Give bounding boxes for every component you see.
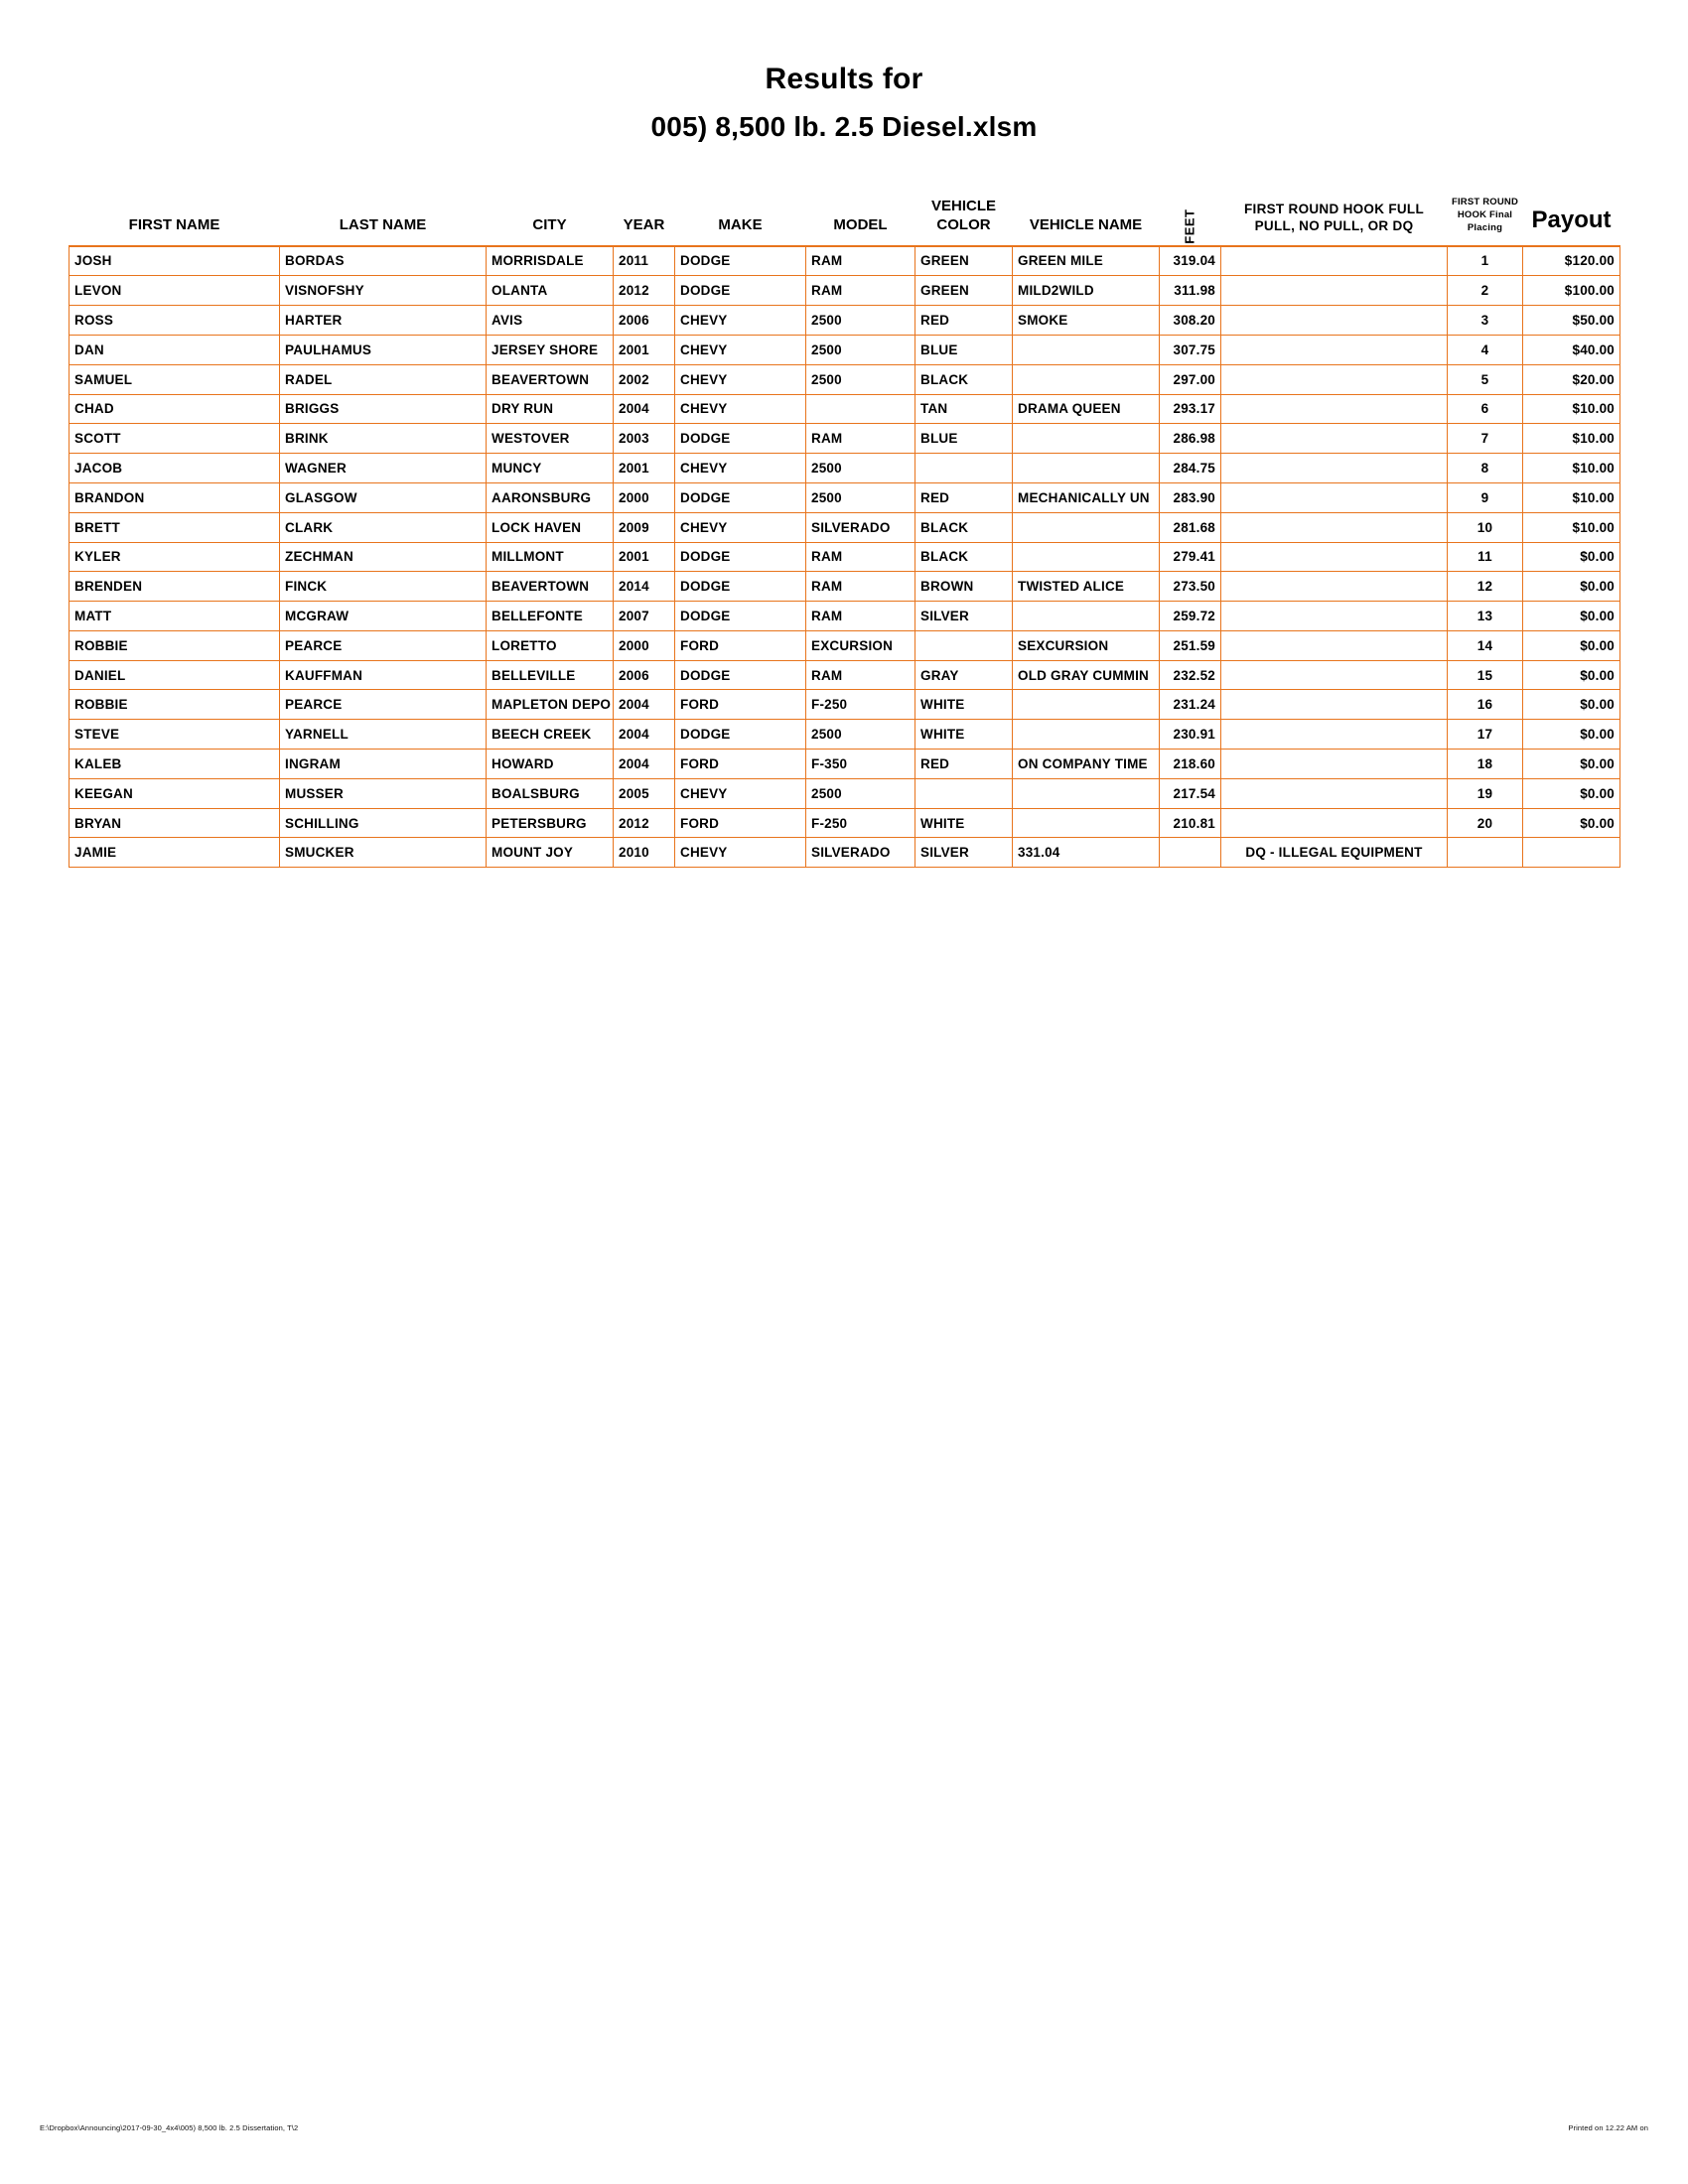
cell-last: GLASGOW [280,482,487,512]
cell-city: AARONSBURG [487,482,614,512]
cell-payout: $0.00 [1523,630,1620,660]
cell-feet: 283.90 [1160,482,1221,512]
cell-year: 2014 [614,572,675,602]
cell-city: JERSEY SHORE [487,335,614,364]
cell-first: DANIEL [70,660,280,690]
cell-color: RED [915,482,1013,512]
cell-hook [1221,246,1448,276]
cell-feet: 281.68 [1160,512,1221,542]
cell-model: 2500 [806,720,915,750]
cell-color: BLACK [915,364,1013,394]
cell-first: BRETT [70,512,280,542]
cell-feet: 273.50 [1160,572,1221,602]
cell-hook [1221,335,1448,364]
cell-color: BLACK [915,542,1013,572]
header-model: MODEL [833,215,888,233]
table-row [70,778,1620,808]
cell-last: WAGNER [280,454,487,483]
cell-feet: 230.91 [1160,720,1221,750]
cell-last: CLARK [280,512,487,542]
cell-feet: 210.81 [1160,808,1221,838]
cell-make: CHEVY [675,335,806,364]
results-table-wrapper [69,147,1619,868]
cell-color: SILVER [915,602,1013,631]
cell-place: 5 [1448,364,1523,394]
cell-vname: DRAMA QUEEN [1013,394,1160,424]
header-final-placing: FIRST ROUND HOOK Final Placing [1451,197,1519,233]
cell-first: KEEGAN [70,778,280,808]
cell-hook [1221,572,1448,602]
cell-city: BOALSBURG [487,778,614,808]
cell-city: AVIS [487,306,614,336]
cell-model: 2500 [806,335,915,364]
cell-model: F-350 [806,750,915,779]
cell-model: RAM [806,246,915,276]
cell-vname: MILD2WILD [1013,276,1160,306]
cell-model: 2500 [806,306,915,336]
cell-city: BEAVERTOWN [487,364,614,394]
cell-vname [1013,512,1160,542]
cell-feet: 259.72 [1160,602,1221,631]
cell-first: BRANDON [70,482,280,512]
cell-feet: 286.98 [1160,424,1221,454]
table-row [70,246,1620,276]
cell-payout [1523,838,1620,868]
cell-hook [1221,660,1448,690]
cell-place: 20 [1448,808,1523,838]
table-row [70,482,1620,512]
cell-vname [1013,778,1160,808]
cell-city: BEECH CREEK [487,720,614,750]
cell-place: 3 [1448,306,1523,336]
cell-last: SMUCKER [280,838,487,868]
cell-year: 2012 [614,808,675,838]
cell-first: SAMUEL [70,364,280,394]
cell-model: RAM [806,276,915,306]
cell-hook [1221,690,1448,720]
cell-feet: 251.59 [1160,630,1221,660]
cell-city: BEAVERTOWN [487,572,614,602]
cell-hook [1221,424,1448,454]
cell-last: RADEL [280,364,487,394]
cell-last: PAULHAMUS [280,335,487,364]
cell-year: 2011 [614,246,675,276]
cell-payout: $50.00 [1523,306,1620,336]
cell-city: HOWARD [487,750,614,779]
cell-vname: SMOKE [1013,306,1160,336]
table-row [70,454,1620,483]
cell-payout: $0.00 [1523,690,1620,720]
cell-place [1448,838,1523,868]
cell-first: ROSS [70,306,280,336]
cell-last: MCGRAW [280,602,487,631]
cell-model: RAM [806,572,915,602]
cell-place: 17 [1448,720,1523,750]
table-row [70,306,1620,336]
cell-vname [1013,335,1160,364]
cell-place: 2 [1448,276,1523,306]
cell-last: MUSSER [280,778,487,808]
cell-vname: OLD GRAY CUMMIN [1013,660,1160,690]
cell-make: CHEVY [675,512,806,542]
cell-first: JOSH [70,246,280,276]
results-table [69,191,1620,868]
header-first-name: FIRST NAME [128,215,220,233]
cell-feet: 232.52 [1160,660,1221,690]
cell-first: SCOTT [70,424,280,454]
cell-feet: 217.54 [1160,778,1221,808]
cell-place: 9 [1448,482,1523,512]
table-header [70,191,1620,245]
table-row [70,690,1620,720]
cell-payout: $100.00 [1523,276,1620,306]
cell-city: LOCK HAVEN [487,512,614,542]
cell-model: 2500 [806,454,915,483]
cell-payout: $0.00 [1523,660,1620,690]
cell-make: CHEVY [675,306,806,336]
header-make: MAKE [718,215,763,233]
cell-model: F-250 [806,690,915,720]
cell-year: 2012 [614,276,675,306]
cell-hook [1221,306,1448,336]
cell-first: JAMIE [70,838,280,868]
cell-payout: $10.00 [1523,512,1620,542]
cell-color: BLUE [915,335,1013,364]
cell-place: 8 [1448,454,1523,483]
cell-year: 2010 [614,838,675,868]
cell-last: YARNELL [280,720,487,750]
header-vehicle-color: VEHICLE COLOR [930,198,996,233]
cell-hook [1221,808,1448,838]
cell-make: FORD [675,630,806,660]
cell-vname: 331.04 [1013,838,1160,868]
cell-color [915,630,1013,660]
cell-color: SILVER [915,838,1013,868]
cell-city: MOUNT JOY [487,838,614,868]
cell-last: BORDAS [280,246,487,276]
cell-model: RAM [806,660,915,690]
cell-hook [1221,512,1448,542]
cell-last: PEARCE [280,630,487,660]
cell-vname: MECHANICALLY UN [1013,482,1160,512]
cell-color: BROWN [915,572,1013,602]
cell-payout: $0.00 [1523,750,1620,779]
cell-make: CHEVY [675,454,806,483]
cell-city: OLANTA [487,276,614,306]
cell-hook [1221,778,1448,808]
footer-print-stamp: Printed on 12.22 AM on [1568,2123,1648,2132]
header-last-name: LAST NAME [339,215,427,233]
cell-make: CHEVY [675,394,806,424]
cell-city: MUNCY [487,454,614,483]
cell-feet: 319.04 [1160,246,1221,276]
cell-hook [1221,364,1448,394]
cell-model: 2500 [806,482,915,512]
table-row [70,808,1620,838]
table-row [70,750,1620,779]
cell-city: MILLMONT [487,542,614,572]
cell-vname [1013,602,1160,631]
cell-feet: 218.60 [1160,750,1221,779]
cell-hook [1221,454,1448,483]
cell-hook [1221,276,1448,306]
cell-place: 1 [1448,246,1523,276]
header-city: CITY [532,215,567,233]
cell-year: 2006 [614,306,675,336]
cell-payout: $0.00 [1523,808,1620,838]
cell-payout: $10.00 [1523,482,1620,512]
table-row [70,720,1620,750]
cell-payout: $0.00 [1523,720,1620,750]
cell-vname [1013,542,1160,572]
cell-first: CHAD [70,394,280,424]
cell-make: CHEVY [675,364,806,394]
cell-place: 14 [1448,630,1523,660]
cell-year: 2001 [614,542,675,572]
cell-place: 7 [1448,424,1523,454]
table-row [70,424,1620,454]
title-line-2: 005) 8,500 lb. 2.5 Diesel.xlsm [650,110,1038,142]
cell-model: SILVERADO [806,838,915,868]
cell-color: WHITE [915,808,1013,838]
table-row [70,630,1620,660]
cell-feet: 308.20 [1160,306,1221,336]
cell-vname: ON COMPANY TIME [1013,750,1160,779]
cell-make: DODGE [675,482,806,512]
cell-place: 15 [1448,660,1523,690]
table-row [70,394,1620,424]
cell-last: BRINK [280,424,487,454]
table-row [70,335,1620,364]
cell-model [806,394,915,424]
table-row [70,602,1620,631]
cell-last: INGRAM [280,750,487,779]
cell-vname [1013,720,1160,750]
cell-last: HARTER [280,306,487,336]
table-body [70,246,1620,868]
cell-place: 12 [1448,572,1523,602]
cell-make: DODGE [675,246,806,276]
cell-payout: $10.00 [1523,454,1620,483]
cell-payout: $10.00 [1523,424,1620,454]
cell-city: MAPLETON DEPO [487,690,614,720]
cell-payout: $40.00 [1523,335,1620,364]
cell-place: 6 [1448,394,1523,424]
cell-place: 10 [1448,512,1523,542]
cell-make: DODGE [675,424,806,454]
cell-payout: $10.00 [1523,394,1620,424]
cell-hook [1221,630,1448,660]
cell-make: FORD [675,690,806,720]
cell-payout: $0.00 [1523,572,1620,602]
cell-city: PETERSBURG [487,808,614,838]
cell-model: EXCURSION [806,630,915,660]
cell-last: ZECHMAN [280,542,487,572]
cell-vname: SEXCURSION [1013,630,1160,660]
cell-payout: $0.00 [1523,602,1620,631]
cell-city: MORRISDALE [487,246,614,276]
cell-last: BRIGGS [280,394,487,424]
cell-feet: 307.75 [1160,335,1221,364]
cell-hook [1221,394,1448,424]
cell-year: 2004 [614,690,675,720]
cell-year: 2007 [614,602,675,631]
header-payout: Payout [1531,205,1612,233]
cell-year: 2001 [614,335,675,364]
table-row [70,276,1620,306]
cell-feet: 279.41 [1160,542,1221,572]
cell-vname [1013,808,1160,838]
cell-first: KYLER [70,542,280,572]
cell-first: KALEB [70,750,280,779]
cell-first: ROBBIE [70,630,280,660]
cell-year: 2004 [614,394,675,424]
table-row [70,660,1620,690]
cell-color: RED [915,306,1013,336]
cell-year: 2009 [614,512,675,542]
cell-year: 2002 [614,364,675,394]
page-footer [0,2123,1688,2132]
cell-make: DODGE [675,276,806,306]
cell-city: BELLEVILLE [487,660,614,690]
header-vehicle-name: VEHICLE NAME [1029,215,1143,233]
cell-vname: GREEN MILE [1013,246,1160,276]
table-header-row [70,191,1620,245]
cell-feet: 293.17 [1160,394,1221,424]
page-title [0,0,1688,147]
cell-feet: 297.00 [1160,364,1221,394]
cell-city: WESTOVER [487,424,614,454]
cell-payout: $0.00 [1523,542,1620,572]
cell-color: WHITE [915,690,1013,720]
cell-place: 13 [1448,602,1523,631]
title-line-1: Results for [765,63,923,95]
cell-hook [1221,750,1448,779]
cell-city: DRY RUN [487,394,614,424]
header-feet-text: FEET [1182,208,1197,245]
cell-model: 2500 [806,778,915,808]
cell-color: GREEN [915,246,1013,276]
table-row [70,512,1620,542]
cell-year: 2005 [614,778,675,808]
cell-make: DODGE [675,602,806,631]
cell-make: FORD [675,808,806,838]
cell-color [915,778,1013,808]
table-row [70,364,1620,394]
cell-first: LEVON [70,276,280,306]
cell-make: DODGE [675,660,806,690]
cell-last: SCHILLING [280,808,487,838]
cell-last: VISNOFSHY [280,276,487,306]
cell-color: TAN [915,394,1013,424]
cell-vname [1013,690,1160,720]
cell-year: 2001 [614,454,675,483]
cell-vname: TWISTED ALICE [1013,572,1160,602]
cell-feet: 284.75 [1160,454,1221,483]
cell-year: 2004 [614,750,675,779]
cell-place: 19 [1448,778,1523,808]
cell-hook [1221,542,1448,572]
cell-year: 2003 [614,424,675,454]
cell-model: 2500 [806,364,915,394]
cell-first: BRYAN [70,808,280,838]
cell-place: 18 [1448,750,1523,779]
cell-color [915,454,1013,483]
cell-city: LORETTO [487,630,614,660]
table-row [70,542,1620,572]
cell-hook [1221,720,1448,750]
footer-file-path: E:\Dropbox\Announcing\2017-09-30_4x4\005) 8,500 lb. 2.5 Dissertation, T\2 [40,2123,299,2132]
cell-place: 4 [1448,335,1523,364]
cell-color: BLUE [915,424,1013,454]
cell-model: F-250 [806,808,915,838]
cell-hook [1221,482,1448,512]
cell-model: SILVERADO [806,512,915,542]
cell-color: GREEN [915,276,1013,306]
table-row [70,838,1620,868]
cell-vname [1013,454,1160,483]
cell-make: CHEVY [675,838,806,868]
cell-year: 2004 [614,720,675,750]
cell-first: MATT [70,602,280,631]
table-row [70,572,1620,602]
header-first-round-hook: FIRST ROUND HOOK FULL PULL, NO PULL, OR DQ [1243,201,1425,233]
cell-make: DODGE [675,720,806,750]
cell-color: BLACK [915,512,1013,542]
cell-payout: $0.00 [1523,778,1620,808]
cell-first: ROBBIE [70,690,280,720]
cell-make: CHEVY [675,778,806,808]
cell-payout: $20.00 [1523,364,1620,394]
cell-year: 2006 [614,660,675,690]
cell-model: RAM [806,542,915,572]
cell-vname [1013,424,1160,454]
cell-model: RAM [806,602,915,631]
cell-feet [1160,838,1221,868]
cell-first: JACOB [70,454,280,483]
cell-first: STEVE [70,720,280,750]
cell-make: DODGE [675,542,806,572]
cell-make: DODGE [675,572,806,602]
cell-first: BRENDEN [70,572,280,602]
cell-year: 2000 [614,630,675,660]
cell-model: RAM [806,424,915,454]
cell-place: 16 [1448,690,1523,720]
cell-color: WHITE [915,720,1013,750]
cell-year: 2000 [614,482,675,512]
cell-color: RED [915,750,1013,779]
cell-last: FINCK [280,572,487,602]
cell-color: GRAY [915,660,1013,690]
header-year: YEAR [623,215,665,233]
cell-feet: 231.24 [1160,690,1221,720]
cell-hook [1221,602,1448,631]
cell-first: DAN [70,335,280,364]
cell-city: BELLEFONTE [487,602,614,631]
cell-hook: DQ - ILLEGAL EQUIPMENT [1221,838,1448,868]
cell-payout: $120.00 [1523,246,1620,276]
cell-place: 11 [1448,542,1523,572]
cell-last: KAUFFMAN [280,660,487,690]
cell-feet: 311.98 [1160,276,1221,306]
header-feet [1160,191,1221,245]
cell-vname [1013,364,1160,394]
cell-make: FORD [675,750,806,779]
cell-last: PEARCE [280,690,487,720]
